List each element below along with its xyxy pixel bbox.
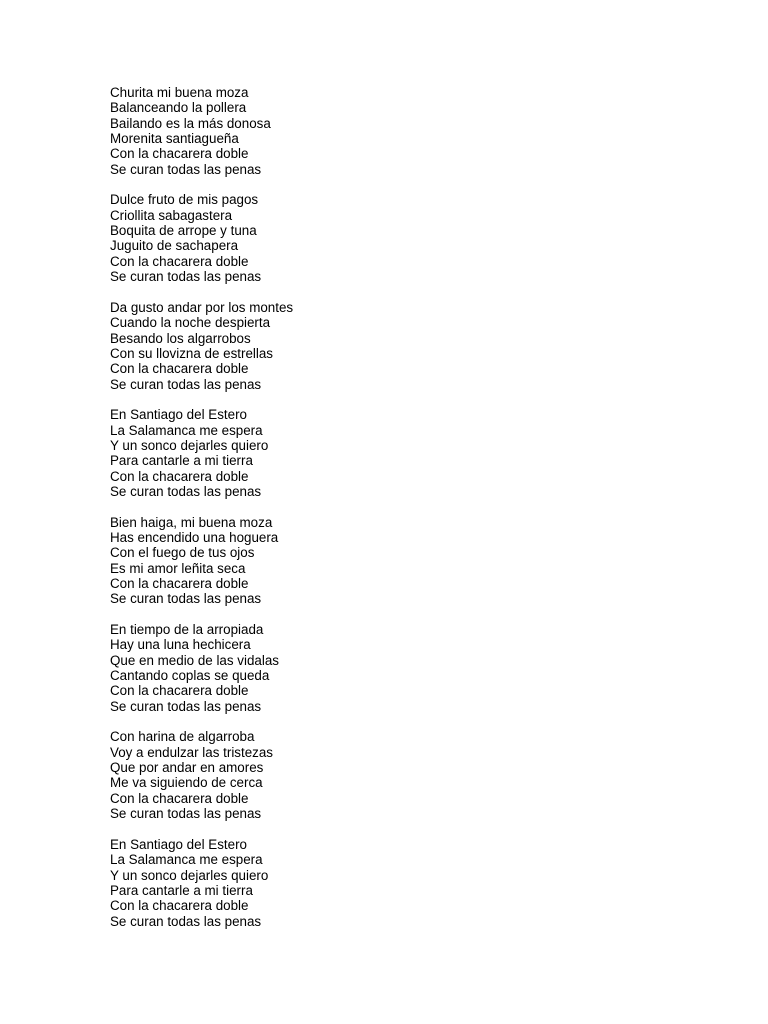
lyric-line: Se curan todas las penas <box>110 806 262 822</box>
stanza <box>110 300 293 392</box>
lyric-line: Me va siguiendo de cerca <box>110 775 263 791</box>
stanza <box>110 407 293 499</box>
lyric-line: Se curan todas las penas <box>110 376 262 392</box>
lyric-line: Y un sonco dejarles quiero <box>110 867 269 883</box>
lyric-line: En tiempo de la arropiada <box>110 622 264 638</box>
lyric-line: Con la chacarera doble <box>110 146 249 162</box>
lyric-line: Se curan todas las penas <box>110 483 262 499</box>
lyric-line: Se curan todas las penas <box>110 698 262 714</box>
lyric-line: Con harina de algarroba <box>110 729 255 745</box>
lyric-line: Da gusto andar por los montes <box>110 299 294 315</box>
lyric-line: Con la chacarera doble <box>110 468 249 484</box>
lyric-line: Para cantarle a mi tierra <box>110 882 253 898</box>
lyric-line: Con su llovizna de estrellas <box>110 345 274 361</box>
lyric-line: Churita mi buena moza <box>110 85 249 100</box>
lyric-line: Dulce fruto de mis pagos <box>110 192 259 208</box>
lyric-line: Para cantarle a mi tierra <box>110 453 253 469</box>
stanza <box>110 192 293 284</box>
lyric-line: En Santiago del Estero <box>110 836 247 852</box>
lyric-line: En Santiago del Estero <box>110 407 247 423</box>
lyric-line: Con la chacarera doble <box>110 683 249 699</box>
lyric-line: Hay una luna hechicera <box>110 637 251 653</box>
lyric-line: Con la chacarera doble <box>110 898 249 914</box>
lyric-line: La Salamanca me espera <box>110 852 263 868</box>
lyric-line: Cantando coplas se queda <box>110 668 270 684</box>
lyric-line: Se curan todas las penas <box>110 269 262 285</box>
lyric-line: Con la chacarera doble <box>110 361 249 377</box>
lyric-line: Con la chacarera doble <box>110 576 249 591</box>
lyric-line: Bailando es la más donosa <box>110 115 271 131</box>
lyric-line: Que por andar en amores <box>110 760 264 776</box>
lyric-line: Y un sonco dejarles quiero <box>110 437 269 453</box>
lyric-line: Se curan todas las penas <box>110 161 262 177</box>
stanza <box>110 515 293 607</box>
stanza <box>110 837 293 929</box>
lyric-line: Bien haiga, mi buena moza <box>110 514 273 530</box>
lyric-line: Besando los algarrobos <box>110 330 251 346</box>
lyric-line: Juguito de sachapera <box>110 238 239 254</box>
stanza <box>110 85 293 177</box>
lyric-line: Que en medio de las vidalas <box>110 652 279 668</box>
lyric-line: Cuando la noche despierta <box>110 315 271 331</box>
lyric-line: Con la chacarera doble <box>110 253 249 269</box>
lyric-line: Criollita sabagastera <box>110 207 233 223</box>
lyric-line: La Salamanca me espera <box>110 422 263 438</box>
lyric-line: Balanceando la pollera <box>110 100 247 116</box>
lyrics-body <box>110 85 293 944</box>
lyric-line: Se curan todas las penas <box>110 591 262 607</box>
lyric-line: Con la chacarera doble <box>110 790 249 806</box>
lyric-line: Has encendido una hoguera <box>110 529 279 545</box>
lyric-line: Morenita santiagueña <box>110 131 239 147</box>
lyric-line: Se curan todas las penas <box>110 913 262 929</box>
stanza <box>110 622 293 714</box>
lyric-line: Con el fuego de tus ojos <box>110 545 255 561</box>
lyric-line: Boquita de arrope y tuna <box>110 223 257 239</box>
stanza <box>110 729 293 821</box>
lyric-line: Voy a endulzar las tristezas <box>110 744 274 760</box>
lyric-line: Es mi amor leñita seca <box>110 560 246 576</box>
